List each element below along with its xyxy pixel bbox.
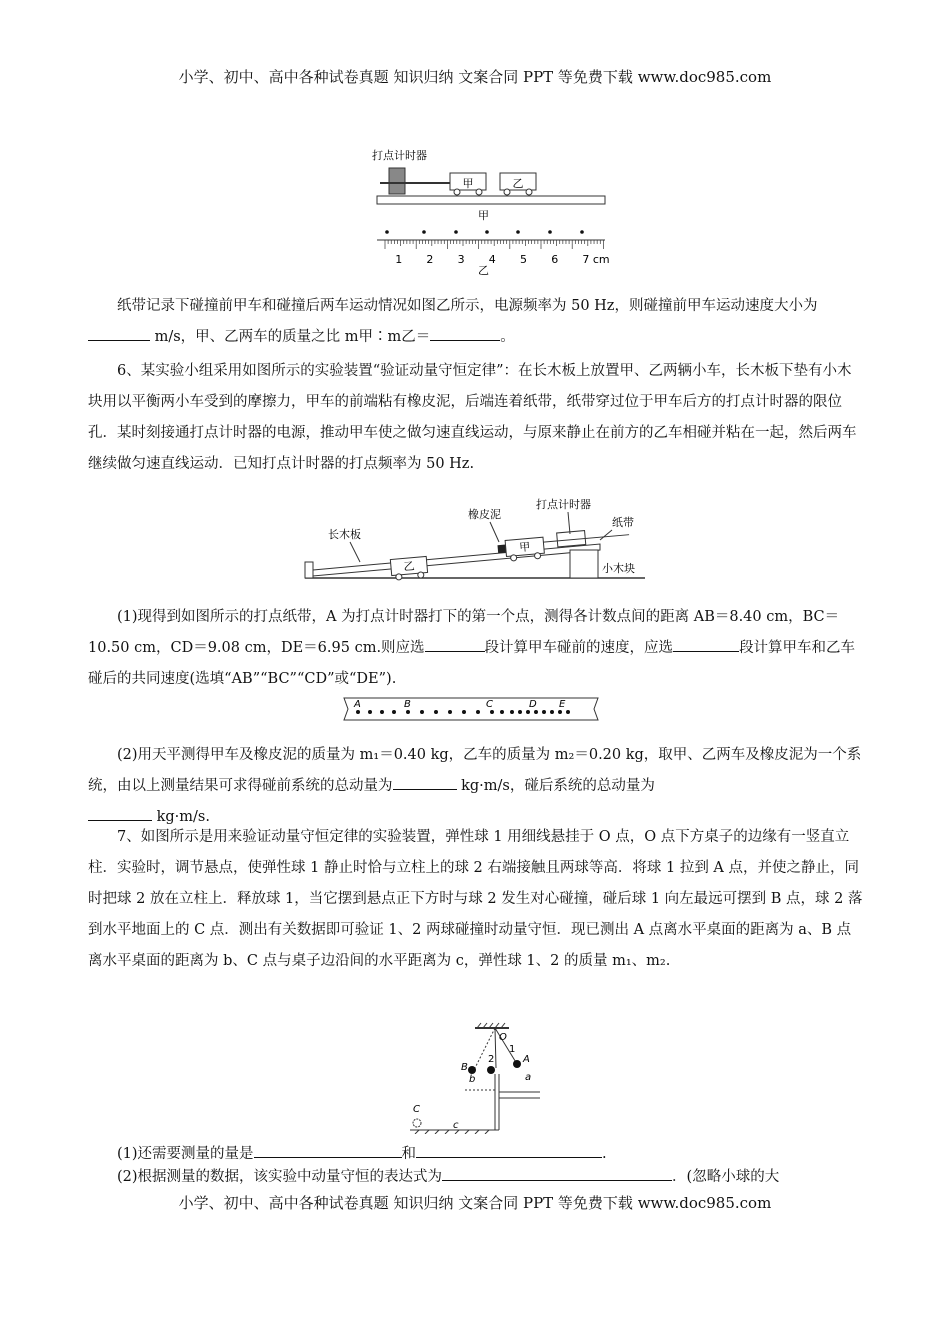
q6-blank-after-momentum[interactable] bbox=[88, 806, 152, 821]
figure-pendulum bbox=[405, 1022, 545, 1134]
q6-p1-text-a: (1)现得到如图所示的打点纸带，A 为打点计时器打下的第一个点，测得各计数点间的距离 AB＝8.40 cm，BC＝10.50 cm，CD＝9.08 cm，DE＝6.95 cm.则应选 bbox=[88, 609, 840, 656]
q6-p1-text-b: 段计算甲车碰前的速度，应选 bbox=[484, 640, 674, 656]
tape-dot bbox=[462, 710, 466, 714]
label-timer: 打点计时器 bbox=[536, 498, 591, 511]
incline-cart-yi-label: 乙 bbox=[402, 559, 416, 574]
q7-blank-quantity-2[interactable] bbox=[416, 1143, 602, 1158]
q6-p2-text-c: kg·m/s. bbox=[152, 809, 210, 825]
ball-A-position bbox=[513, 1060, 521, 1068]
tape-dot bbox=[510, 710, 514, 714]
tape-label-a: A bbox=[354, 699, 361, 710]
tape-dot bbox=[356, 710, 360, 714]
track-board bbox=[377, 196, 605, 204]
q7-p1-text-b: 和 bbox=[401, 1146, 417, 1162]
label-wood-block: 小木块 bbox=[602, 562, 635, 575]
tape-dot bbox=[526, 710, 530, 714]
tape-dot bbox=[454, 230, 458, 234]
tape-dot bbox=[434, 710, 438, 714]
q6-intro: 6、某实验小组采用如图所示的实验装置“验证动量守恒定律”：在长木板上放置甲、乙两辆小车，长木板下垫有小木块用以平衡两小车受到的摩擦力，甲车的前端粘有橡皮泥，后端连着纸带，纸带穿过位于甲车后方的打点计时器的限位孔．某时刻接通打点计时器的电源，推动甲车使之做匀速直线运动，与原来静止在前方的乙车相碰并粘在一起，然后两车继续做匀速直线运动．已知打点计时器的打点频率为 50 Hz. bbox=[88, 363, 857, 472]
tape-dot bbox=[558, 710, 562, 714]
q5-text bbox=[88, 291, 864, 353]
cart-jia-label: 甲 bbox=[462, 177, 474, 190]
q6-blank-before-momentum[interactable] bbox=[393, 775, 457, 790]
q7-p1-text-c: . bbox=[602, 1146, 607, 1162]
tape-dot bbox=[580, 230, 584, 234]
q5-text-b: m/s，甲、乙两车的质量之比 m甲∶m乙＝ bbox=[150, 329, 431, 345]
q6-p1-text-c: 段计算甲车和乙车碰后的共同速度(选填“AB”“BC”“CD”或“DE”). bbox=[88, 640, 856, 687]
label-ball2: 2 bbox=[488, 1054, 495, 1065]
q7-intro: 7、如图所示是用来验证动量守恒定律的实验装置，弹性球 1 用细线悬挂于 O 点，O 点下方桌子的边缘有一竖直立柱．实验时，调节悬点，使弹性球 1 静止时恰与立柱上的球 2 右端接触且两球等高．将球 1 拉到 A 点，并使之静止，同时把球 2 放在立柱上．释放球 1，当它摆到悬点正下方时与球 2 发生对心碰撞，碰后球 1 向左最远可摆到 B 点，球 2 落到水平地面上的 C 点．测出有关数据即可验证 1、2 两球碰撞时动量守恒．现已测出 A 点离水平桌面的距离为 a、B 点离水平桌面的距离为 b、C 点与桌子边沿间的水平距离为 c，弹性球 1、2 的质量 m₁、m₂. bbox=[88, 829, 863, 969]
q6-part1 bbox=[88, 602, 864, 695]
q7-blank-quantity-1[interactable] bbox=[254, 1143, 402, 1158]
ruler-number: 1 bbox=[395, 253, 403, 266]
wood-block bbox=[570, 550, 598, 578]
ball-2 bbox=[487, 1066, 495, 1074]
label-B: B bbox=[461, 1062, 468, 1073]
q5-text-a: 纸带记录下碰撞前甲车和碰撞后两车运动情况如图乙所示，电源频率为 50 Hz，则碰撞前甲车运动速度大小为 bbox=[117, 298, 818, 314]
tape-dot bbox=[406, 710, 410, 714]
ruler-number: 2 bbox=[426, 253, 434, 266]
incline-cart-jia-label: 甲 bbox=[518, 540, 531, 555]
tape-dot bbox=[385, 230, 389, 234]
q5-text-c: 。 bbox=[500, 329, 515, 345]
q6-p2-text-a: (2)用天平测得甲车及橡皮泥的质量为 m₁＝0.40 kg，乙车的质量为 m₂＝0.20 kg，取甲、乙两车及橡皮泥为一个系统，由以上测量结果可求得碰前系统的总动量为 bbox=[88, 747, 862, 794]
label-ball1: 1 bbox=[509, 1044, 516, 1055]
tape-dot bbox=[566, 710, 570, 714]
q7-part2 bbox=[88, 1162, 864, 1193]
tape-dot bbox=[420, 710, 424, 714]
tape-dot bbox=[490, 710, 494, 714]
figure-paper-tape bbox=[340, 694, 604, 724]
ball-C-position bbox=[413, 1119, 421, 1127]
q6-p2-text-b: kg·m/s，碰后系统的总动量为 bbox=[456, 778, 655, 794]
ruler-number: 7 cm bbox=[582, 253, 610, 266]
q7-p1-text-a: (1)还需要测量的量是 bbox=[117, 1146, 254, 1162]
fig1-timer-label: 打点计时器 bbox=[372, 149, 427, 162]
tape-dot bbox=[516, 230, 520, 234]
label-C: C bbox=[413, 1104, 420, 1115]
timer-device bbox=[389, 168, 405, 194]
q7-p2-text-b: ．(忽略小球的大 bbox=[672, 1169, 780, 1185]
label-c: c bbox=[453, 1120, 459, 1131]
label-tape: 纸带 bbox=[612, 516, 634, 529]
tape-dot bbox=[518, 710, 522, 714]
tape-dot bbox=[500, 710, 504, 714]
ruler-number: 3 bbox=[457, 253, 465, 266]
label-putty: 橡皮泥 bbox=[468, 508, 501, 521]
q7-blank-expression[interactable] bbox=[442, 1166, 672, 1181]
tape-dot bbox=[422, 230, 426, 234]
label-b: b bbox=[469, 1074, 476, 1085]
tape-label-d: D bbox=[529, 699, 537, 710]
tape-label-e: E bbox=[559, 699, 566, 710]
q7-p2-text-a: (2)根据测量的数据，该实验中动量守恒的表达式为 bbox=[117, 1169, 443, 1185]
tape-dot bbox=[368, 710, 372, 714]
tape-dot bbox=[548, 230, 552, 234]
tape-dot bbox=[392, 710, 396, 714]
label-a: a bbox=[525, 1072, 532, 1083]
q6-blank-before[interactable] bbox=[425, 637, 485, 652]
tape-label-c: C bbox=[486, 699, 493, 710]
figure-incline bbox=[300, 496, 650, 586]
ruler-number: 4 bbox=[488, 253, 496, 266]
ball-B-position bbox=[468, 1066, 476, 1074]
tape-dot bbox=[550, 710, 554, 714]
tape-label-b: B bbox=[404, 699, 411, 710]
ruler-number: 6 bbox=[551, 253, 559, 266]
ruler-number: 5 bbox=[520, 253, 527, 266]
page-header: 小学、初中、高中各种试卷真题 知识归纳 文案合同 PPT 等免费下载 www.doc985.com bbox=[178, 68, 772, 86]
label-long-board: 长木板 bbox=[328, 528, 361, 541]
label-O: O bbox=[499, 1032, 507, 1043]
figure-cart-timer bbox=[372, 146, 610, 278]
fig1-caption-top: 甲 bbox=[478, 209, 489, 222]
page-footer: 小学、初中、高中各种试卷真题 知识归纳 文案合同 PPT 等免费下载 www.doc985.com bbox=[178, 1194, 772, 1212]
tape-dot bbox=[448, 710, 452, 714]
long-board bbox=[313, 544, 600, 576]
q5-blank-speed[interactable] bbox=[88, 326, 150, 341]
label-A: A bbox=[523, 1054, 530, 1065]
cart-yi-label: 乙 bbox=[512, 177, 524, 190]
ruler bbox=[377, 230, 605, 249]
q6-part2 bbox=[88, 740, 864, 833]
q5-blank-ratio[interactable] bbox=[430, 326, 500, 341]
tape-dot bbox=[485, 230, 489, 234]
tape-dot bbox=[380, 710, 384, 714]
tape-dot bbox=[534, 710, 538, 714]
tape-dot bbox=[476, 710, 480, 714]
q6-blank-after[interactable] bbox=[673, 637, 739, 652]
fig1-caption-bottom: 乙 bbox=[478, 264, 489, 277]
tape-dot bbox=[542, 710, 546, 714]
